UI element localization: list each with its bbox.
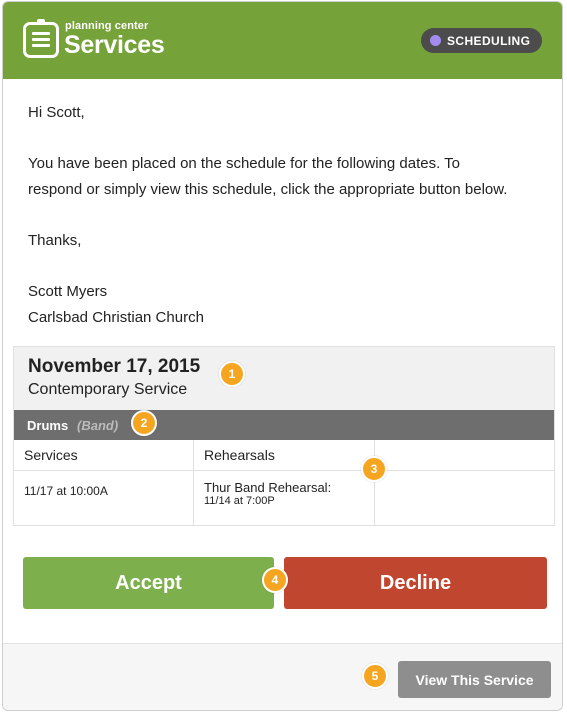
accept-button[interactable]: Accept [23, 557, 274, 609]
callout-marker: 3 [361, 456, 387, 482]
decline-button[interactable]: Decline [284, 557, 547, 609]
event-name: Contemporary Service [28, 381, 188, 398]
callout-marker: 5 [362, 663, 388, 689]
sender-name: Scott Myers [28, 283, 108, 300]
services-column [14, 440, 194, 526]
greeting: Hi Scott, [28, 104, 85, 121]
event-header [14, 347, 554, 410]
clipboard-icon [23, 22, 59, 58]
services-header: Services [24, 447, 78, 463]
rehearsals-column [194, 440, 375, 526]
callout-marker: 1 [219, 361, 245, 387]
team-bar [14, 410, 554, 440]
rehearsals-header: Rehearsals [204, 447, 275, 463]
scheduling-badge [421, 28, 542, 53]
email-card [2, 1, 563, 711]
status-dot-icon [430, 35, 441, 46]
view-service-button[interactable]: View This Service [398, 661, 551, 698]
team-name: Drums [27, 418, 69, 433]
schedule-summary [13, 346, 555, 526]
signoff: Thanks, [28, 232, 82, 249]
message-line-1: You have been placed on the schedule for the following dates. To [28, 155, 460, 172]
header-bar [3, 2, 562, 79]
badge-label: SCHEDULING [447, 34, 531, 48]
extra-column [375, 440, 554, 526]
footer [3, 643, 562, 711]
brand-name: Services [64, 31, 165, 59]
team-role: (Band) [77, 418, 119, 433]
message-line-2: respond or simply view this schedule, click the appropriate button below. [28, 181, 508, 198]
sender-org: Carlsbad Christian Church [28, 309, 204, 326]
rehearsal-time: 11/14 at 7:00P [204, 495, 275, 507]
event-date: November 17, 2015 [28, 356, 201, 377]
rehearsal-name: Thur Band Rehearsal: [204, 480, 332, 495]
brand-tagline: planning center [65, 20, 149, 32]
callout-marker: 4 [262, 567, 288, 593]
service-time: 11/17 at 10:00A [24, 484, 108, 498]
callout-marker: 2 [131, 410, 157, 436]
